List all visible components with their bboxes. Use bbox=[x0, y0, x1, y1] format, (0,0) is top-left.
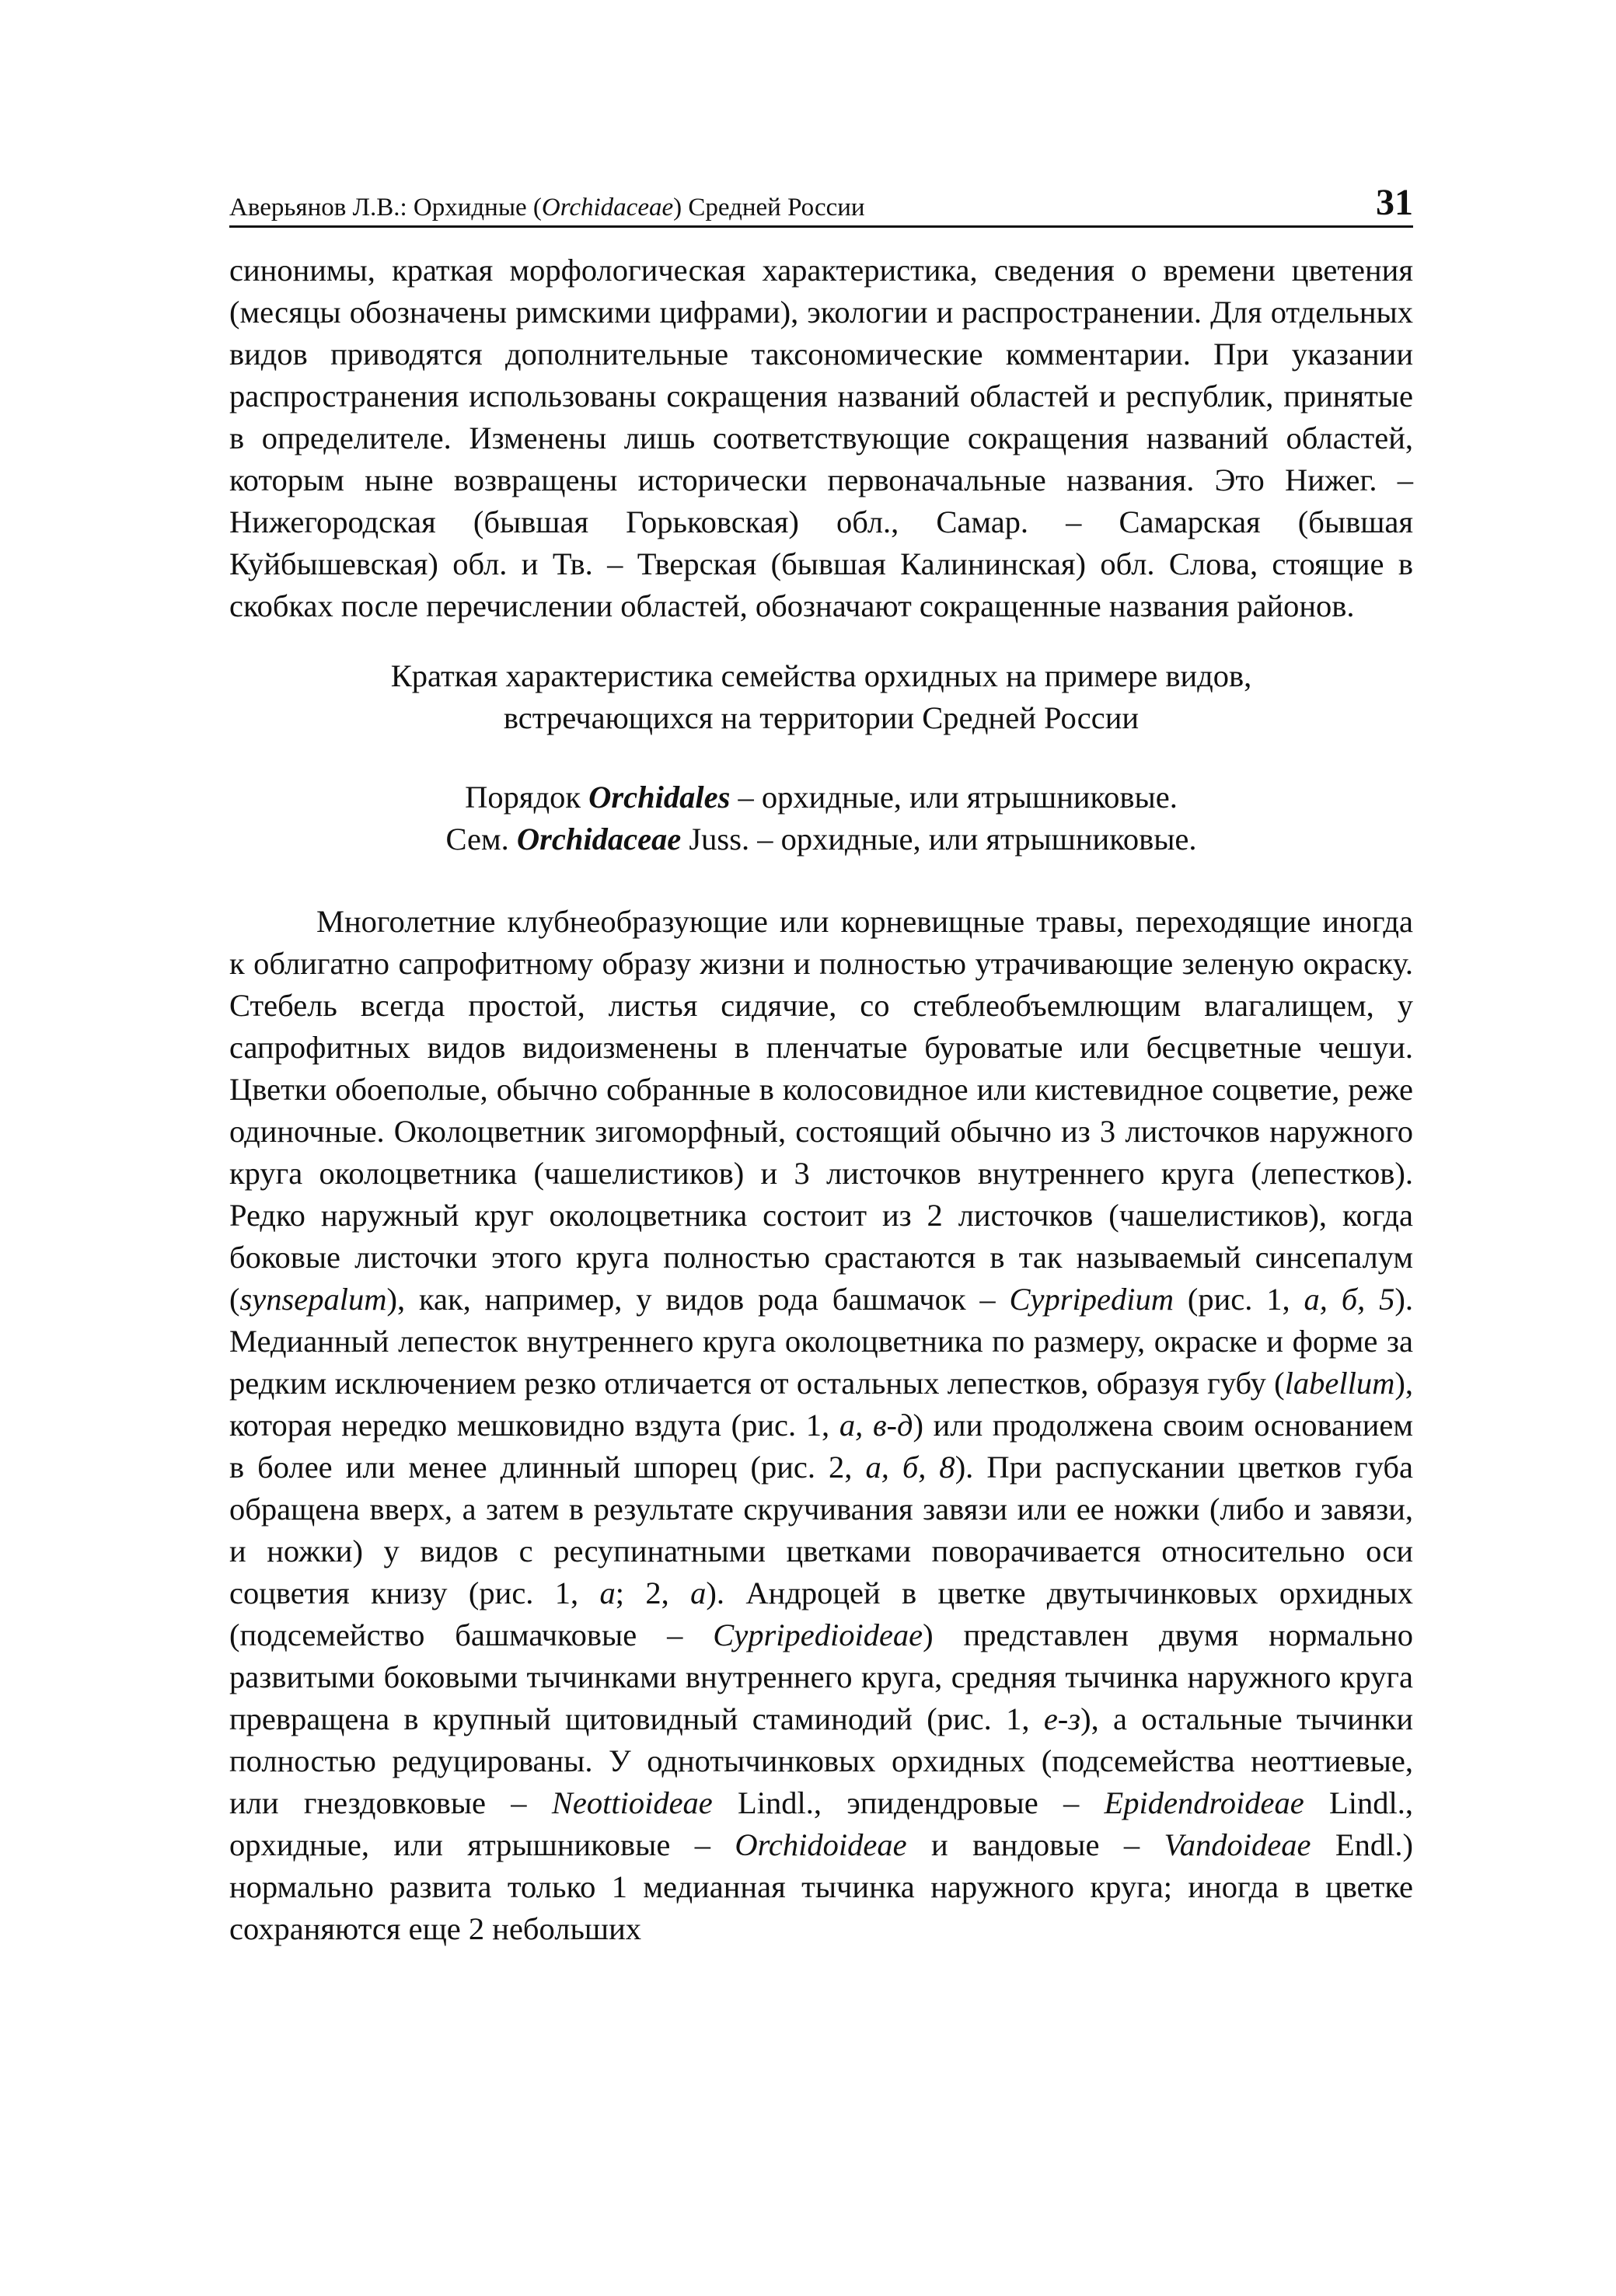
page-number: 31 bbox=[1376, 182, 1413, 223]
family-name: Orchidaceae bbox=[516, 822, 682, 857]
paragraph-family-description: Многолетние клубнеобразующие или корневищные травы, переходящие иногда к облигатно сапрофитному образу жизни и полностью утрачивающие зеленую окраску. Стебель всегда простой, листья сидячие, со стеблеобъемлющим влагалищем, у сапрофитных видов видоизменены в пленчатые буроватые или бесцветные чешуи. Цветки обоеполые, обычно собранные в колосовидное или кистевидное соцветие, реже одиночные. Околоцветник зигоморфный, состоящий обычно из 3 листочков наружного круга околоцветника (чашелистиков) и 3 листочков внутреннего круга (лепестков). Редко наружный круг околоцветника состоит из 2 листочков (чашелистиков), когда боковые листочки этого круга полностью срастаются в так называемый синсепалум (synsepalum), как, например, у видов рода башмачок – Cypripedium (рис. 1, а, б, 5). Медианный лепесток внутреннего круга околоцветника по размеру, окраске и форме за редким исключением резко отличается от остальных лепестков, образуя губу (labellum), которая нередко мешковидно вздута (рис. 1, а, в-д) или продолжена своим основанием в более или менее длинный шпорец (рис. 2, а, б, 8). При распускании цветков губа обращена вверх, а затем в результате скручивания завязи или ее ножки (либо и завязи, и ножки) у видов с ресупинатными цветками поворачивается относительно оси соцветия книзу (рис. 1, а; 2, а). Андроцей в цветке двутычинковых орхидных (подсемейство башмачковые – Cypripedioideae) представлен двумя нормально развитыми боковыми тычинками внутреннего круга, средняя тычинка наружного круга превращена в крупный щитовидный стаминодий (рис. 1, е-з), а остальные тычинки полностью редуцированы. У однотычинковых орхидных (подсемейства неоттиевые, или гнездовковые – Neottioideae Lindl., эпидендровые – Epidendroideae Lindl., орхидные, или ятрышниковые – Orchidoideae и вандовые – Vandoideae Endl.) нормально развита только 1 медианная тычинка наружного круга; иногда в цветке сохраняются еще 2 небольших bbox=[229, 904, 1414, 1946]
running-title-rest: ) Средней России bbox=[673, 194, 865, 222]
section-heading bbox=[229, 655, 1413, 739]
order-name: Orchidales bbox=[588, 780, 731, 815]
order-line: Порядок Orchidales – орхидные, или ятрышниковые. bbox=[465, 780, 1178, 815]
section-heading-line-2: встречающихся на территории Средней России bbox=[503, 700, 1140, 735]
paragraph-intro: синонимы, краткая морфологическая характеристика, сведения о времени цветения (месяцы обозначены римскими цифрами), экологии и распространении. Для отдельных видов приводятся дополнительные таксономические комментарии. При указании распространения использованы сокращения названий областей и республик, принятые в определителе. Изменены лишь соответствующие сокращения названий областей, которым ныне возвращены исторически первоначальные названия. Это Нижег. – Нижегородская (бывшая Горьковская) обл., Самар. – Самарская (бывшая Куйбышевская) обл. и Тв. – Тверская (бывшая Калининская) обл. Слова, стоящие в скобках после перечислении областей, обозначают сокращенные названия районов. bbox=[229, 253, 1413, 623]
taxonomy-block bbox=[229, 776, 1413, 860]
section-heading-line-1: Краткая характеристика семейства орхидных на примере видов, bbox=[390, 658, 1252, 693]
running-title bbox=[229, 193, 865, 222]
running-header bbox=[229, 177, 1413, 228]
page bbox=[229, 177, 1413, 1950]
family-line: Сем. Orchidaceae Juss. – орхидные, или ятрышниковые. bbox=[445, 822, 1197, 857]
running-title-latin: Orchidaceae bbox=[541, 194, 674, 222]
running-title-author: Аверьянов Л.В.: Орхидные ( bbox=[229, 194, 542, 222]
